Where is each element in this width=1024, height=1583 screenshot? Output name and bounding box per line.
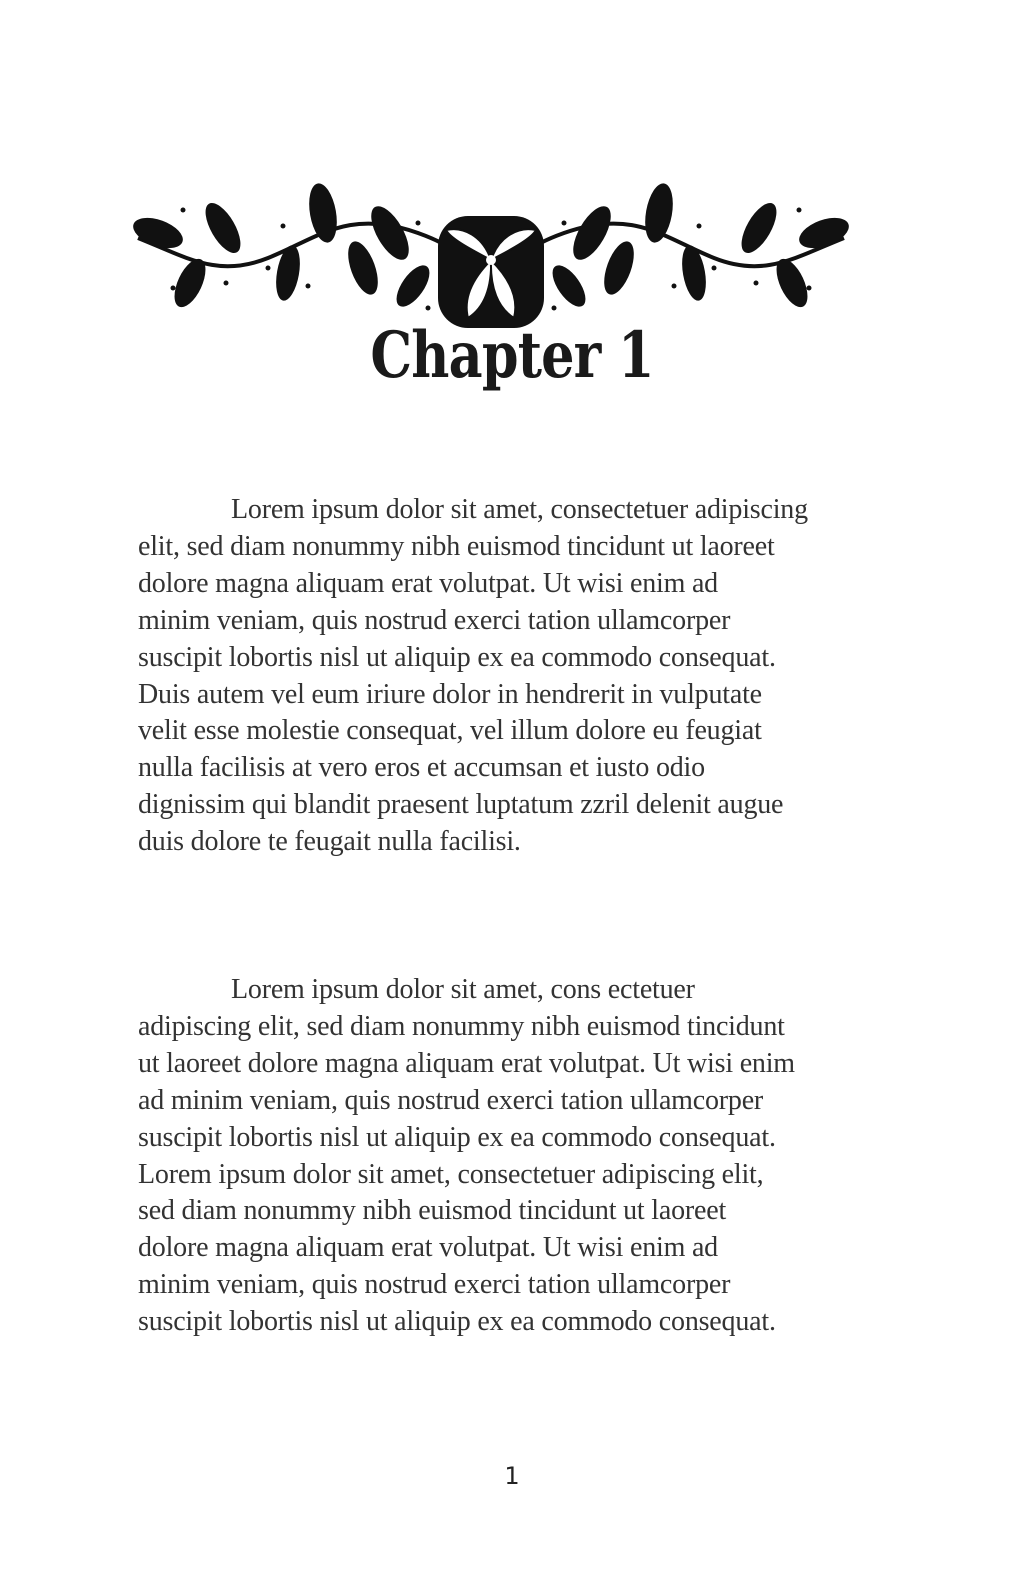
paragraph-2	[138, 972, 918, 1341]
text-line: Lorem ipsum dolor sit amet, consectetuer adipiscing elit,	[138, 1158, 764, 1190]
text-line: dignissim qui blandit praesent luptatum zzril delenit augue	[138, 789, 784, 821]
text-line: adipiscing elit, sed diam nonummy nibh euismod tincidunt	[138, 1010, 785, 1042]
text-line: dolore magna aliquam erat volutpat. Ut wisi enim ad	[138, 1232, 718, 1264]
text-line: duis dolore te feugait nulla facilisi.	[138, 826, 521, 858]
text-line: ad minim veniam, quis nostrud exerci tation ullamcorper	[138, 1084, 764, 1116]
text-line: ut laoreet dolore magna aliquam erat volutpat. Ut wisi enim	[138, 1047, 795, 1079]
text-line: sed diam nonummy nibh euismod tincidunt ut laoreet	[138, 1195, 727, 1227]
text-line: nulla facilisis at vero eros et accumsan et iusto odio	[138, 752, 705, 784]
text-line: minim veniam, quis nostrud exerci tation ullamcorper	[138, 1269, 731, 1301]
flower-icon	[438, 216, 544, 328]
text-line: minim veniam, quis nostrud exerci tation ullamcorper	[138, 604, 731, 636]
text-line: suscipit lobortis nisl ut aliquip ex ea commodo consequat.	[138, 1121, 776, 1153]
floral-vine-ornament	[128, 178, 854, 328]
chapter-title: Chapter 1	[370, 318, 654, 393]
text-line: elit, sed diam nonummy nibh euismod tincidunt ut laoreet	[138, 530, 775, 562]
text-line: Duis autem vel eum iriure dolor in hendrerit in vulputate	[138, 678, 762, 710]
paragraph-1	[138, 492, 918, 861]
text-line: suscipit lobortis nisl ut aliquip ex ea commodo consequat.	[138, 641, 776, 673]
text-line: Lorem ipsum dolor sit amet, cons ectetuer	[231, 974, 695, 1005]
text-line: velit esse molestie consequat, vel illum dolore eu feugiat	[138, 715, 762, 747]
page-number: 1	[504, 1462, 520, 1490]
text-line: suscipit lobortis nisl ut aliquip ex ea commodo consequat.	[138, 1306, 776, 1338]
text-line: dolore magna aliquam erat volutpat. Ut wisi enim ad	[138, 567, 718, 599]
text-line: Lorem ipsum dolor sit amet, consectetuer adipiscing	[231, 494, 808, 525]
